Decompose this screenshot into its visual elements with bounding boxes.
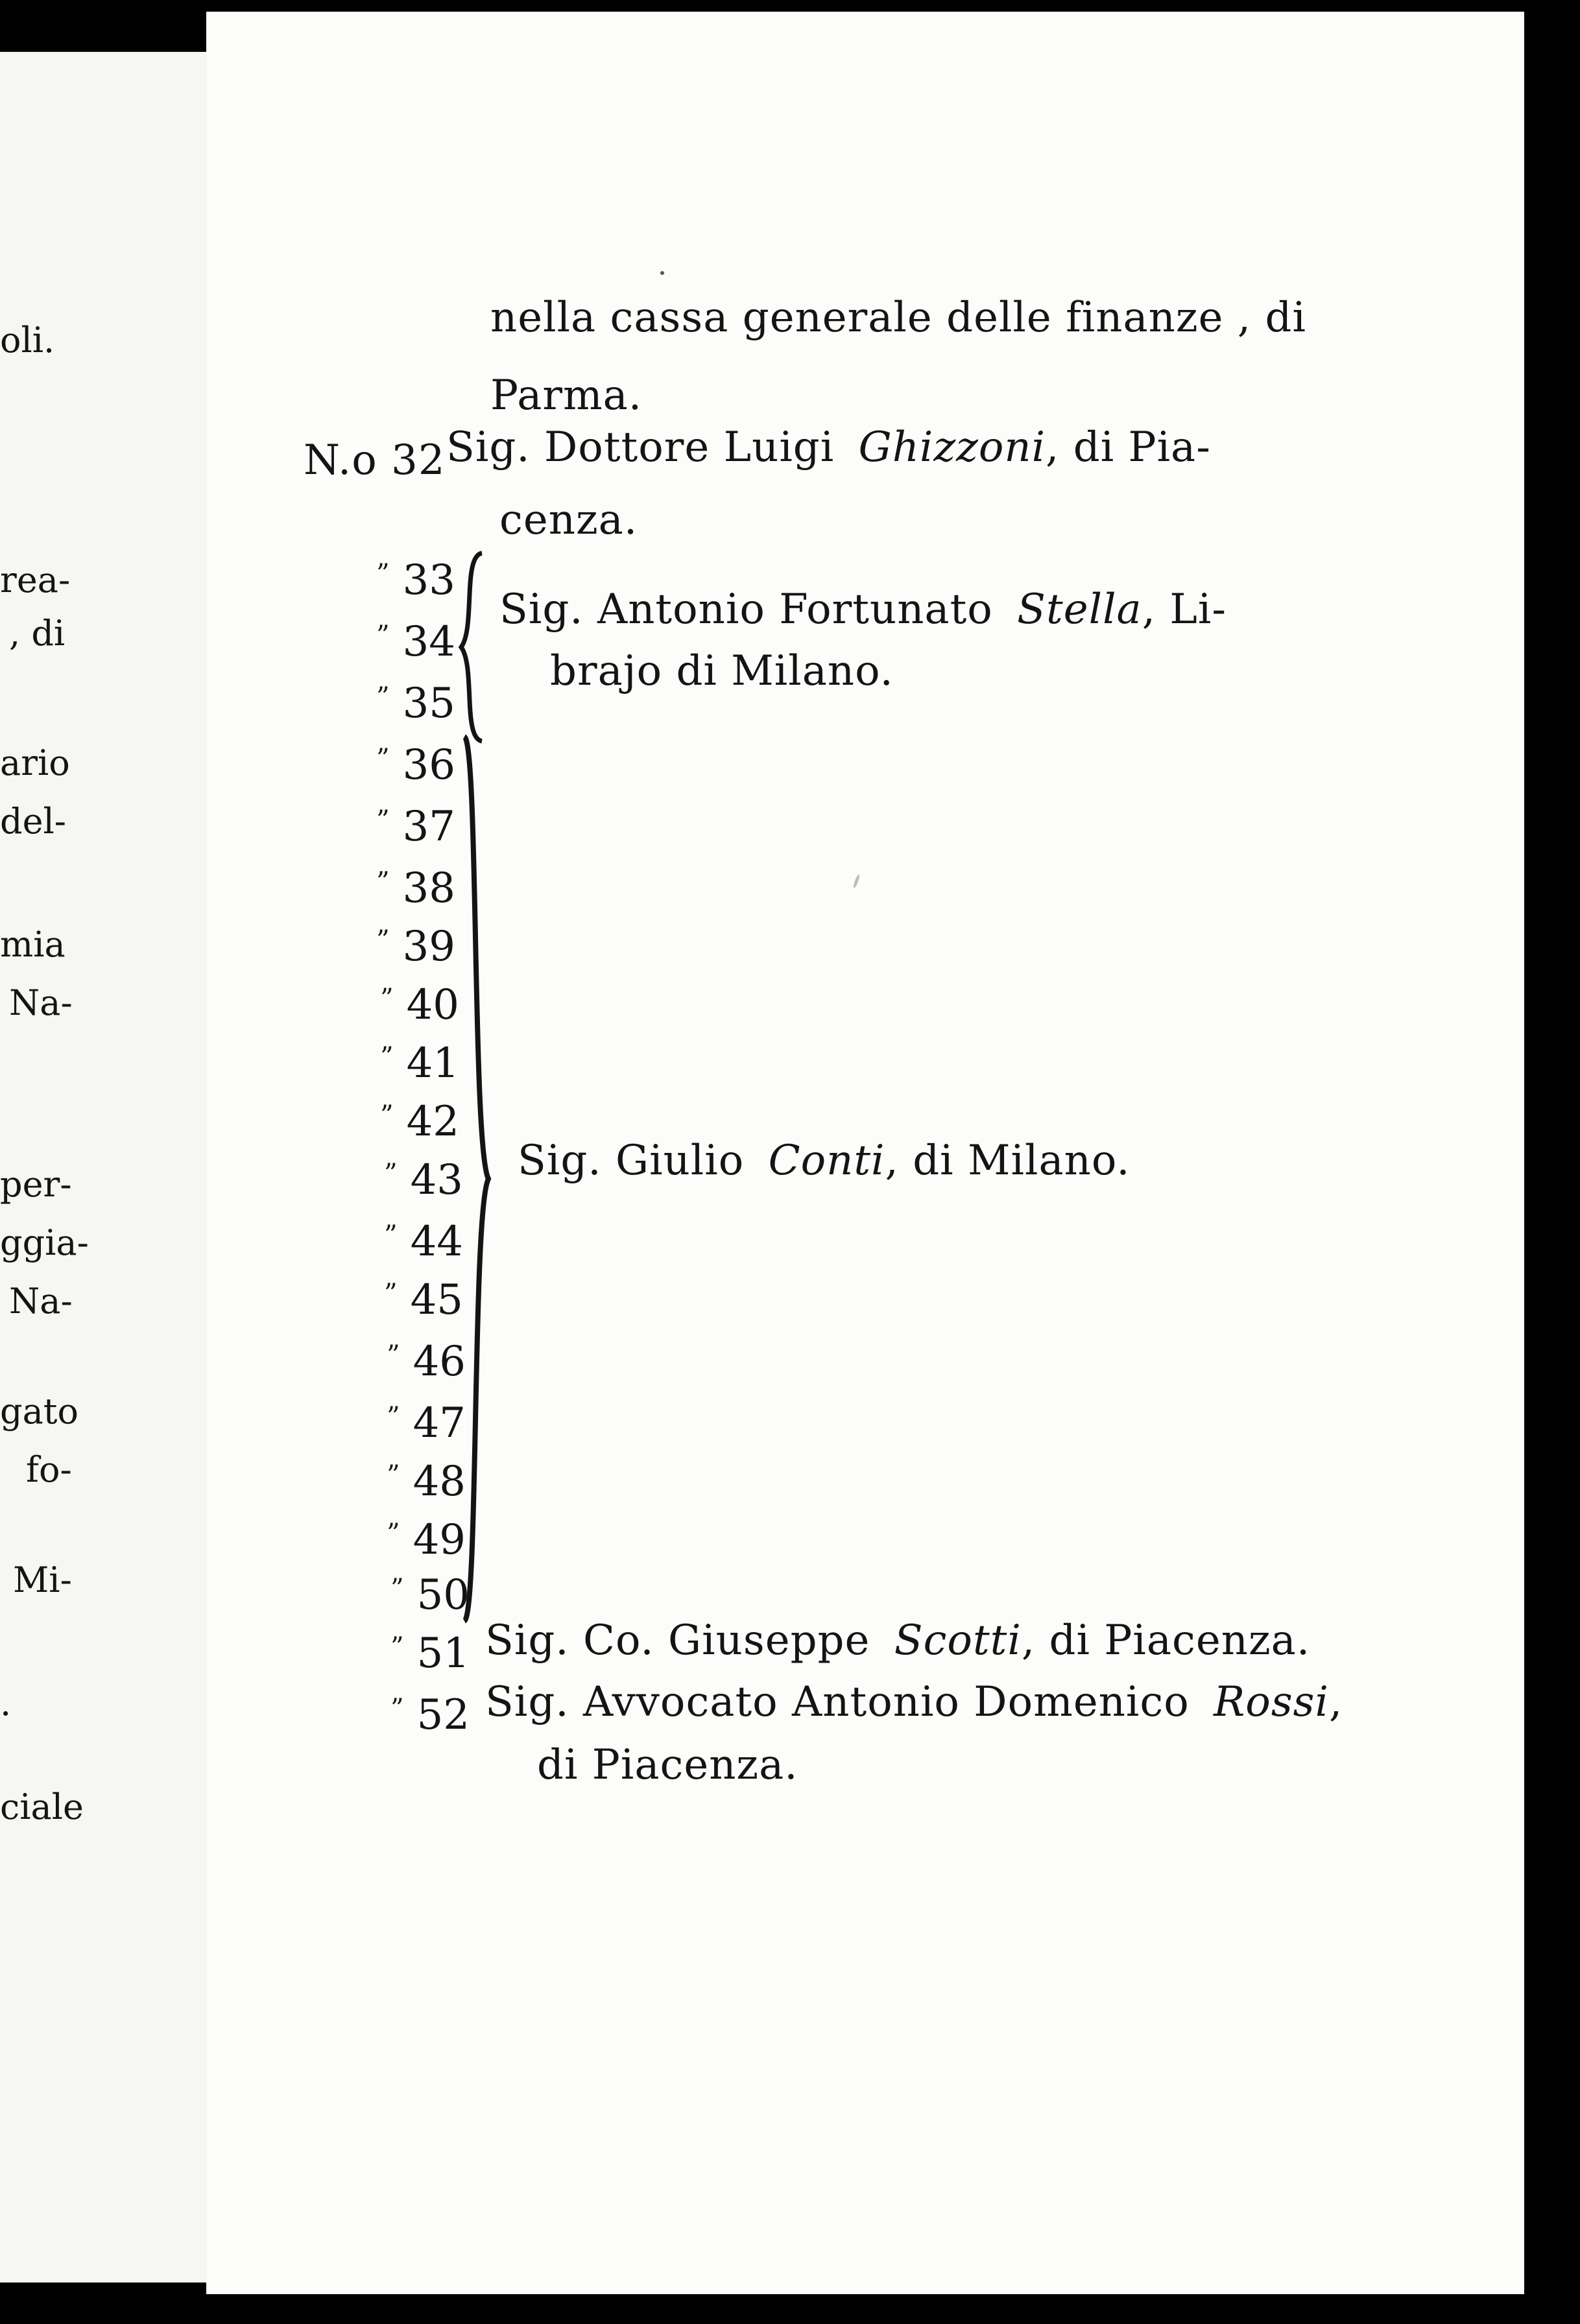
brace-group-33-35 bbox=[456, 550, 488, 744]
entry-surname: Ghizzoni bbox=[858, 423, 1046, 471]
entry-continuation: di Piacenza. bbox=[537, 1741, 798, 1789]
entry-prefix: Sig. Dottore Luigi bbox=[446, 423, 835, 471]
left-fragment: del- bbox=[0, 801, 67, 842]
entry-continuation: cenza. bbox=[499, 496, 638, 544]
entry-number: ” 41 bbox=[380, 1039, 459, 1087]
entry-number: ” 37 bbox=[376, 803, 455, 851]
entry-number: ” 51 bbox=[390, 1630, 470, 1678]
entry-suffix: , Li- bbox=[1142, 586, 1227, 634]
left-fragment: ggia- bbox=[0, 1222, 89, 1263]
entry-prefix: Sig. Co. Giuseppe bbox=[485, 1617, 870, 1665]
entry-continuation: brajo di Milano. bbox=[550, 647, 894, 695]
entry-number: ” 35 bbox=[376, 680, 455, 728]
brace-group-36-50 bbox=[459, 731, 498, 1626]
entry-number: ” 50 bbox=[390, 1571, 470, 1619]
left-fragment: Na- bbox=[9, 982, 73, 1023]
left-fragment: Na- bbox=[9, 1281, 73, 1322]
entry-text bbox=[485, 1678, 1343, 1726]
entry-surname: Stella bbox=[1017, 586, 1142, 634]
entry-number: ” 38 bbox=[376, 864, 455, 912]
entry-number: ” 43 bbox=[384, 1156, 463, 1204]
entry-surname: Scotti bbox=[894, 1617, 1022, 1665]
left-fragment: mia bbox=[0, 924, 66, 965]
left-fragment: , di bbox=[9, 613, 66, 654]
main-page bbox=[206, 12, 1524, 2294]
entry-number: ” 36 bbox=[376, 741, 455, 789]
entry-number: ” 46 bbox=[387, 1338, 466, 1386]
entry-text bbox=[518, 1137, 1131, 1185]
entry-text bbox=[485, 1617, 1311, 1665]
left-fragment: per- bbox=[0, 1164, 72, 1205]
entry-suffix: , di Pia- bbox=[1046, 423, 1211, 471]
entry-surname: Rossi bbox=[1214, 1678, 1329, 1726]
left-fragment: rea- bbox=[0, 560, 71, 600]
entry-number: N.o 32 bbox=[304, 436, 446, 484]
entry-prefix: Sig. Avvocato Antonio Domenico bbox=[485, 1678, 1190, 1726]
left-fragment: . bbox=[0, 1683, 12, 1724]
entry-number: ” 49 bbox=[387, 1516, 466, 1564]
left-facing-page bbox=[0, 52, 214, 2282]
entry-suffix: , di Milano. bbox=[885, 1137, 1131, 1185]
entry-suffix: , di Piacenza. bbox=[1021, 1617, 1311, 1665]
entry-text bbox=[499, 586, 1227, 634]
left-fragment: gato bbox=[0, 1391, 78, 1432]
entry-number: ” 44 bbox=[384, 1218, 463, 1266]
entry-number: ” 39 bbox=[376, 923, 455, 971]
entry-number: ” 45 bbox=[384, 1276, 463, 1324]
entry-prefix: Sig. Antonio Fortunato bbox=[499, 586, 993, 634]
entry-surname: Conti bbox=[768, 1137, 885, 1185]
entry-number: ” 52 bbox=[390, 1691, 470, 1739]
entry-number: ” 34 bbox=[376, 618, 455, 666]
entry-number: ” 48 bbox=[387, 1458, 466, 1506]
entry-number: ” 42 bbox=[380, 1098, 459, 1146]
entry-suffix: , bbox=[1328, 1678, 1343, 1726]
left-fragment: oli. bbox=[0, 320, 55, 361]
left-fragment: Mi- bbox=[13, 1559, 72, 1600]
entry-number: ” 33 bbox=[376, 556, 455, 604]
entry-number: ” 47 bbox=[387, 1399, 466, 1447]
entry-prefix: Sig. Giulio bbox=[518, 1137, 745, 1185]
left-fragment: ciale bbox=[0, 1786, 84, 1827]
continuation-line: Parma. bbox=[490, 372, 643, 420]
continuation-line: nella cassa generale delle finanze , di bbox=[490, 294, 1306, 342]
left-fragment: fo- bbox=[26, 1449, 72, 1490]
entry-text bbox=[446, 423, 1211, 471]
entry-number: ” 40 bbox=[380, 981, 459, 1029]
left-fragment: ario bbox=[0, 742, 70, 783]
